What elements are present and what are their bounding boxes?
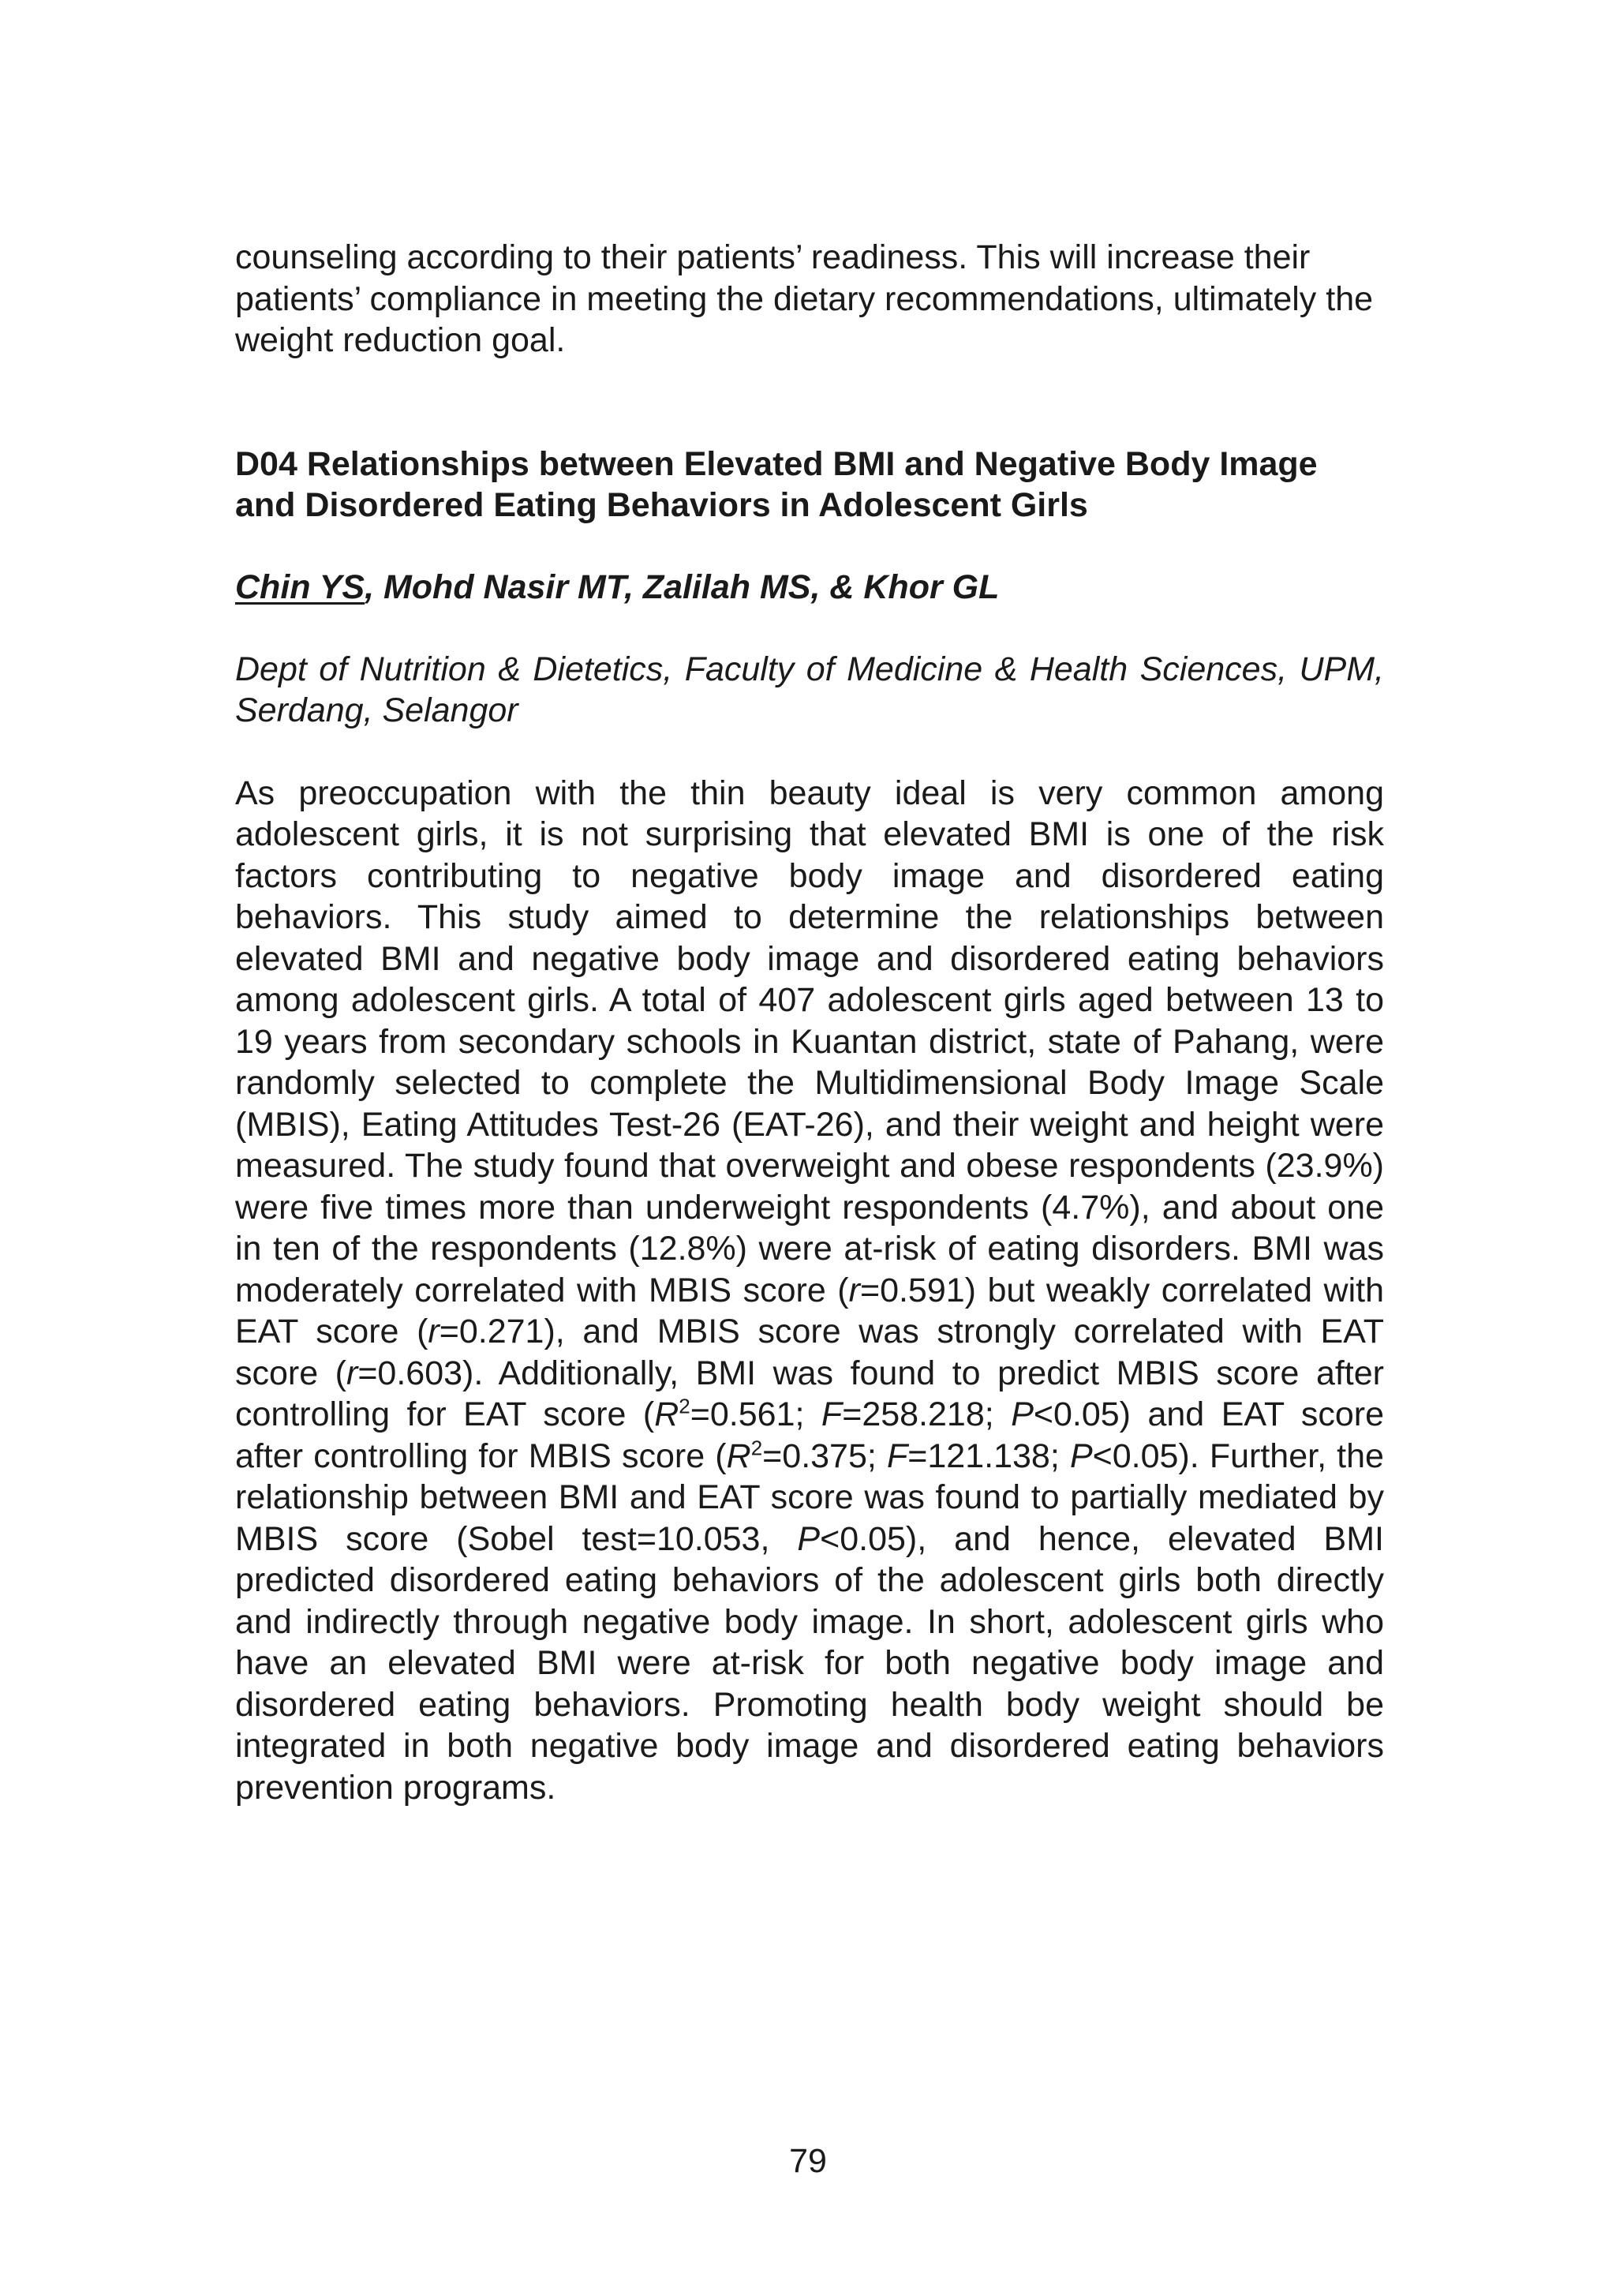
abstract-text: <0.05), and hence, elevated BMI predicted disordered eating behaviors of the adolescent girls both directly and indirectly through negative body image. In short, adolescent girls who have an elevated BMI were at-risk for both negative body image and disordered eating behaviors. Promoting health body weight should be integrated in both negative body image and disordered eating behaviors prevention programs. — [235, 1519, 1384, 1807]
affiliation: Dept of Nutrition & Dietetics, Faculty of Medicine & Health Sciences, UPM, Serdang, Selangor — [235, 650, 1384, 729]
stat-symbol: r — [346, 1354, 358, 1392]
stat-symbol: P — [797, 1519, 821, 1558]
abstract-text: =0.271), and MBIS score was strongly correlated with EAT score ( — [235, 1313, 1384, 1392]
abstract-text: <0.05) and EAT score after controlling for MBIS score ( — [235, 1395, 1384, 1475]
stat-symbol: F — [887, 1436, 908, 1475]
presenting-author: Chin YS — [235, 567, 365, 606]
abstract-text: <0.05). Further, the relationship between BMI and EAT score was found to partially mediated by MBIS score (Sobel test=10.053, — [235, 1436, 1384, 1558]
co-authors: , Mohd Nasir MT, Zalilah MS, & Khor GL — [365, 567, 1000, 606]
intro-paragraph: counseling according to their patients’ readiness. This will increase their patients’ compliance in meeting the dietary recommendations, ultimately the weight reduction goal. — [235, 238, 1374, 359]
stat-symbol: r — [848, 1271, 860, 1309]
superscript: 2 — [750, 1436, 763, 1460]
stat-symbol: r — [428, 1313, 440, 1350]
page-number: 79 — [789, 2142, 827, 2180]
stat-symbol: P — [1011, 1395, 1034, 1433]
stat-symbol: R — [726, 1436, 751, 1475]
abstract-text: =0.591) but weakly correlated with EAT score ( — [235, 1271, 1384, 1350]
abstract-text: =258.218; — [842, 1395, 1012, 1433]
stat-symbol: F — [821, 1395, 843, 1433]
superscript: 2 — [679, 1394, 690, 1418]
stat-symbol: R — [654, 1395, 679, 1433]
abstract-text: As preoccupation with the thin beauty ideal is very common among adolescent girls, it is not surprising that elevated BMI is one of the risk factors contributing to negative body image and disordered eating behaviors. This study aimed to determine the relationships between elevated BMI and negative body image and disordered eating behaviors among adolescent girls. A total of 407 adolescent girls aged between 13 to 19 years from secondary schools in Kuantan district, state of Pahang, were randomly selected to complete the Multidimensional Body Image Scale (MBIS), Eating Attitudes Test-26 (EAT-26), and their weight and height were measured. The study found that overweight and obese respondents (23.9%) were five times more than underweight respondents (4.7%), and about one in ten of the respondents (12.8%) were at-risk of eating disorders. BMI was moderately correlated with MBIS score ( — [235, 773, 1384, 1309]
abstract-text: =0.561; — [690, 1395, 821, 1433]
author-list — [235, 567, 1384, 608]
abstract-body — [235, 773, 1384, 1809]
abstract-title: D04 Relationships between Elevated BMI and Negative Body Image and Disordered Eating Behaviors in Adolescent Girls — [235, 444, 1318, 524]
abstract-text: =0.375; — [762, 1436, 887, 1475]
abstract-text: =0.603). Additionally, BMI was found to predict MBIS score after controlling for EAT score ( — [235, 1354, 1384, 1433]
stat-symbol: P — [1069, 1436, 1093, 1475]
page-content — [235, 237, 1384, 1808]
abstract-text: =121.138; — [907, 1436, 1070, 1475]
